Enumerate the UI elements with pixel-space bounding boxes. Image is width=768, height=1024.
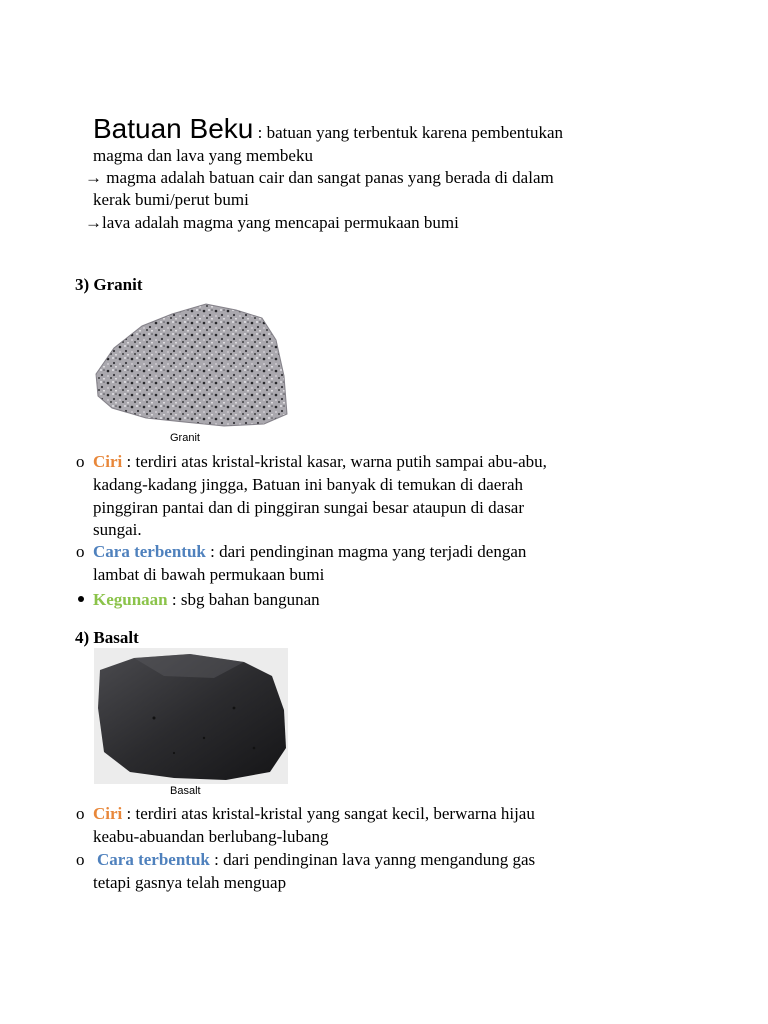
- granit-kegunaan-bullet-dot: [78, 596, 84, 602]
- granit-ciri-bullet: o: [76, 452, 85, 471]
- granit-image: [94, 296, 288, 430]
- granit-ciri-line-1: [93, 451, 547, 473]
- basalt-ciri-line-2: keabu-abuandan berlubang-lubang: [93, 827, 329, 846]
- basalt-ciri-text-1: : terdiri atas kristal-kristal yang sangat kecil, berwarna hijau: [122, 804, 535, 823]
- basalt-image: [94, 648, 288, 784]
- intro-line-2: magma dan lava yang membeku: [93, 146, 313, 165]
- basalt-ciri-label: Ciri: [93, 804, 123, 823]
- basalt-caption: Basalt: [170, 785, 201, 797]
- basalt-cara-bullet: o: [76, 850, 85, 869]
- basalt-ciri-line-1: [93, 803, 535, 825]
- granit-cara-line-1: [93, 541, 526, 563]
- granit-cara-line-2: lambat di bawah permukaan bumi: [93, 565, 325, 584]
- granit-cara-bullet: o: [76, 542, 85, 561]
- granit-kegunaan-label: Kegunaan: [93, 590, 168, 609]
- granit-caption: Granit: [170, 432, 200, 444]
- intro-line-1: [93, 114, 563, 148]
- basalt-cara-label: Cara terbentuk: [97, 850, 210, 869]
- basalt-cara-line-1: [97, 849, 535, 871]
- granit-ciri-label: Ciri: [93, 452, 123, 471]
- granit-cara-label: Cara terbentuk: [93, 542, 206, 561]
- granit-heading: 3) Granit: [75, 275, 143, 294]
- intro-line-3: → magma adalah batuan cair dan sangat panas yang berada di dalam: [85, 168, 554, 187]
- granit-kegunaan-text: : sbg bahan bangunan: [167, 590, 320, 609]
- granit-ciri-text-1: : terdiri atas kristal-kristal kasar, warna putih sampai abu-abu,: [122, 452, 547, 471]
- granit-ciri-line-2: kadang-kadang jingga, Batuan ini banyak di temukan di daerah: [93, 475, 524, 494]
- basalt-heading: 4) Basalt: [75, 628, 139, 647]
- basalt-cara-text-1: : dari pendinginan lava yanng mengandung gas: [209, 850, 536, 869]
- intro-line-5: →lava adalah magma yang mencapai permukaan bumi: [85, 213, 459, 232]
- granit-cara-text-1: : dari pendinginan magma yang terjadi dengan: [205, 542, 527, 561]
- intro-line-4: kerak bumi/perut bumi: [93, 190, 249, 209]
- granit-ciri-line-4: sungai.: [93, 520, 142, 539]
- page-title: Batuan Beku: [93, 113, 254, 144]
- basalt-ciri-bullet: o: [76, 804, 85, 823]
- granit-ciri-line-3: pinggiran pantai dan di pinggiran sungai besar ataupun di dasar: [93, 498, 525, 517]
- title-definition: : batuan yang terbentuk karena pembentukan: [253, 123, 564, 142]
- basalt-cara-line-2: tetapi gasnya telah menguap: [93, 873, 287, 892]
- granit-kegunaan-line: [93, 589, 320, 611]
